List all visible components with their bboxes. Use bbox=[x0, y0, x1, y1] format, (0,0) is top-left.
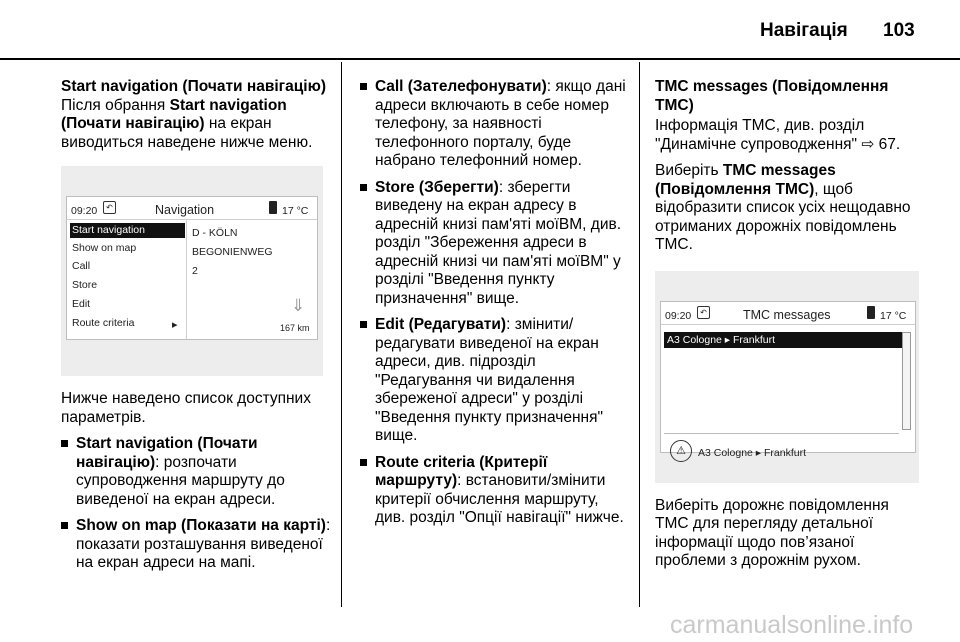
phone-icon bbox=[269, 201, 277, 214]
dest-number: 2 bbox=[192, 265, 198, 277]
traffic-warning-icon: ⚠ bbox=[670, 440, 692, 462]
list-item bbox=[360, 179, 628, 309]
menu-edit[interactable]: Edit bbox=[72, 298, 91, 310]
tmc-status-bar bbox=[661, 302, 915, 325]
nav-status-bar bbox=[67, 197, 317, 220]
p2-text: Виберіть bbox=[655, 162, 723, 179]
tmc-screen bbox=[660, 301, 916, 459]
option-desc: : зберегти виведену на екран адресу в адресній книзі пам'яті моїВМ, див. розділ "Збереження адреси в адресній книзі чи пам'яті моїВМ" у розділі "Введення пункту призначення" вище. bbox=[375, 178, 622, 307]
clock: 09:20 bbox=[665, 309, 692, 322]
option-desc: : встановити/змінити критерії обчислення маршруту, див. розділ "Опції навігації" нижче. bbox=[375, 472, 624, 526]
list-intro: Нижче наведено список доступних параметрів. bbox=[61, 390, 311, 426]
scrollbar[interactable] bbox=[902, 332, 911, 430]
header-rule bbox=[0, 58, 960, 60]
list-item bbox=[61, 435, 331, 509]
option-name: Show on map (Показати на карті) bbox=[76, 517, 326, 534]
menu-show-on-map[interactable]: Show on map bbox=[72, 242, 137, 254]
back-icon[interactable]: ↶ bbox=[103, 201, 116, 214]
phone-icon bbox=[867, 306, 875, 319]
page-number: 103 bbox=[883, 20, 915, 41]
left-intro bbox=[61, 97, 331, 153]
list-item bbox=[360, 78, 628, 171]
right-p3: Виберіть дорожнє повідомлення TMC для перегляду детальної інформації щодо пов’язаної проблеми з дорожнім рухом. bbox=[655, 496, 889, 569]
middle-column bbox=[360, 78, 628, 536]
intro-text-end: на екран виводиться наведене нижче меню. bbox=[61, 115, 313, 151]
clock: 09:20 bbox=[71, 205, 98, 217]
nav-screenshot bbox=[61, 166, 323, 376]
temperature: 17 °C bbox=[880, 309, 907, 322]
screen-title: TMC messages bbox=[743, 307, 831, 322]
tmc-message-item[interactable]: A3 Cologne ▸ Frankfurt bbox=[664, 332, 905, 348]
detail-divider bbox=[664, 433, 899, 434]
back-icon[interactable]: ↶ bbox=[697, 306, 710, 319]
column-divider-2 bbox=[639, 62, 640, 607]
tmc-detail-text: A3 Cologne ▸ Frankfurt bbox=[698, 446, 806, 459]
option-name: Edit (Редагувати) bbox=[375, 316, 507, 333]
dest-street: BEGONIENWEG bbox=[192, 246, 273, 258]
dest-city: D - KÖLN bbox=[192, 227, 238, 239]
p2-bold: TMC messages (Повідомлення TMC) bbox=[655, 162, 836, 198]
menu-route-criteria[interactable]: Route criteria bbox=[72, 317, 135, 329]
option-desc: : показати розташування виведеної на екран адреси на мапі. bbox=[76, 517, 331, 571]
intro-text: Після обрання bbox=[61, 96, 170, 114]
option-name: Start navigation (Почати навігацію) bbox=[76, 435, 258, 471]
left-option-list bbox=[61, 435, 331, 573]
column-divider-1 bbox=[341, 62, 342, 607]
menu-start-navigation[interactable]: Start navigation bbox=[70, 223, 185, 238]
list-item bbox=[61, 517, 331, 573]
list-item bbox=[360, 316, 628, 446]
intro-bold: Start navigation (Почати навігацію) bbox=[61, 96, 287, 132]
direction-arrow-icon: ⇓ bbox=[291, 296, 306, 315]
list-item bbox=[360, 454, 628, 528]
right-column bbox=[655, 78, 925, 579]
screen-title: Navigation bbox=[155, 203, 215, 217]
right-p2 bbox=[655, 162, 925, 255]
option-name: Call (Зателефонувати) bbox=[375, 78, 547, 95]
temperature: 17 °C bbox=[282, 205, 309, 217]
right-heading: TMC messages (Повідомлення TMC) bbox=[655, 78, 889, 114]
distance: 167 km bbox=[280, 323, 310, 333]
watermark: carmanualsonline.info bbox=[670, 611, 914, 639]
middle-option-list bbox=[360, 78, 628, 528]
menu-call[interactable]: Call bbox=[72, 260, 91, 272]
option-desc: : змінити/редагувати виведеної на екран адреси, див. підрозділ "Редагування чи видалення збереженої адреси" у розділі "Введення пункту призначення" вище. bbox=[375, 316, 603, 444]
left-column bbox=[61, 78, 331, 581]
submenu-arrow-icon: ▸ bbox=[172, 319, 178, 331]
option-name: Route criteria (Критерії маршруту) bbox=[375, 453, 548, 489]
left-heading: Start navigation (Почати навігацію) bbox=[61, 78, 326, 95]
screen-divider bbox=[186, 219, 187, 339]
nav-screen bbox=[66, 196, 318, 340]
option-desc: : розпочати супроводження маршруту до виведеної на екран адреси. bbox=[76, 453, 285, 508]
section-title: Навігація bbox=[760, 20, 848, 41]
menu-store[interactable]: Store bbox=[72, 279, 98, 291]
option-desc: : якщо дані адреси включають в себе номер телефону, за наявності телефонного порталу, буде набрано телефонний номер. bbox=[375, 78, 626, 169]
right-p1: Інформація TMC, див. розділ "Динамічне супроводження" ⇨ 67. bbox=[655, 117, 901, 153]
option-name: Store (Зберегти) bbox=[375, 178, 499, 196]
tmc-screenshot bbox=[655, 271, 919, 483]
p2-text-end: , щоб відобразити список усіх нещодавно отриманих дорожніх повідомлень TMC. bbox=[655, 180, 911, 253]
